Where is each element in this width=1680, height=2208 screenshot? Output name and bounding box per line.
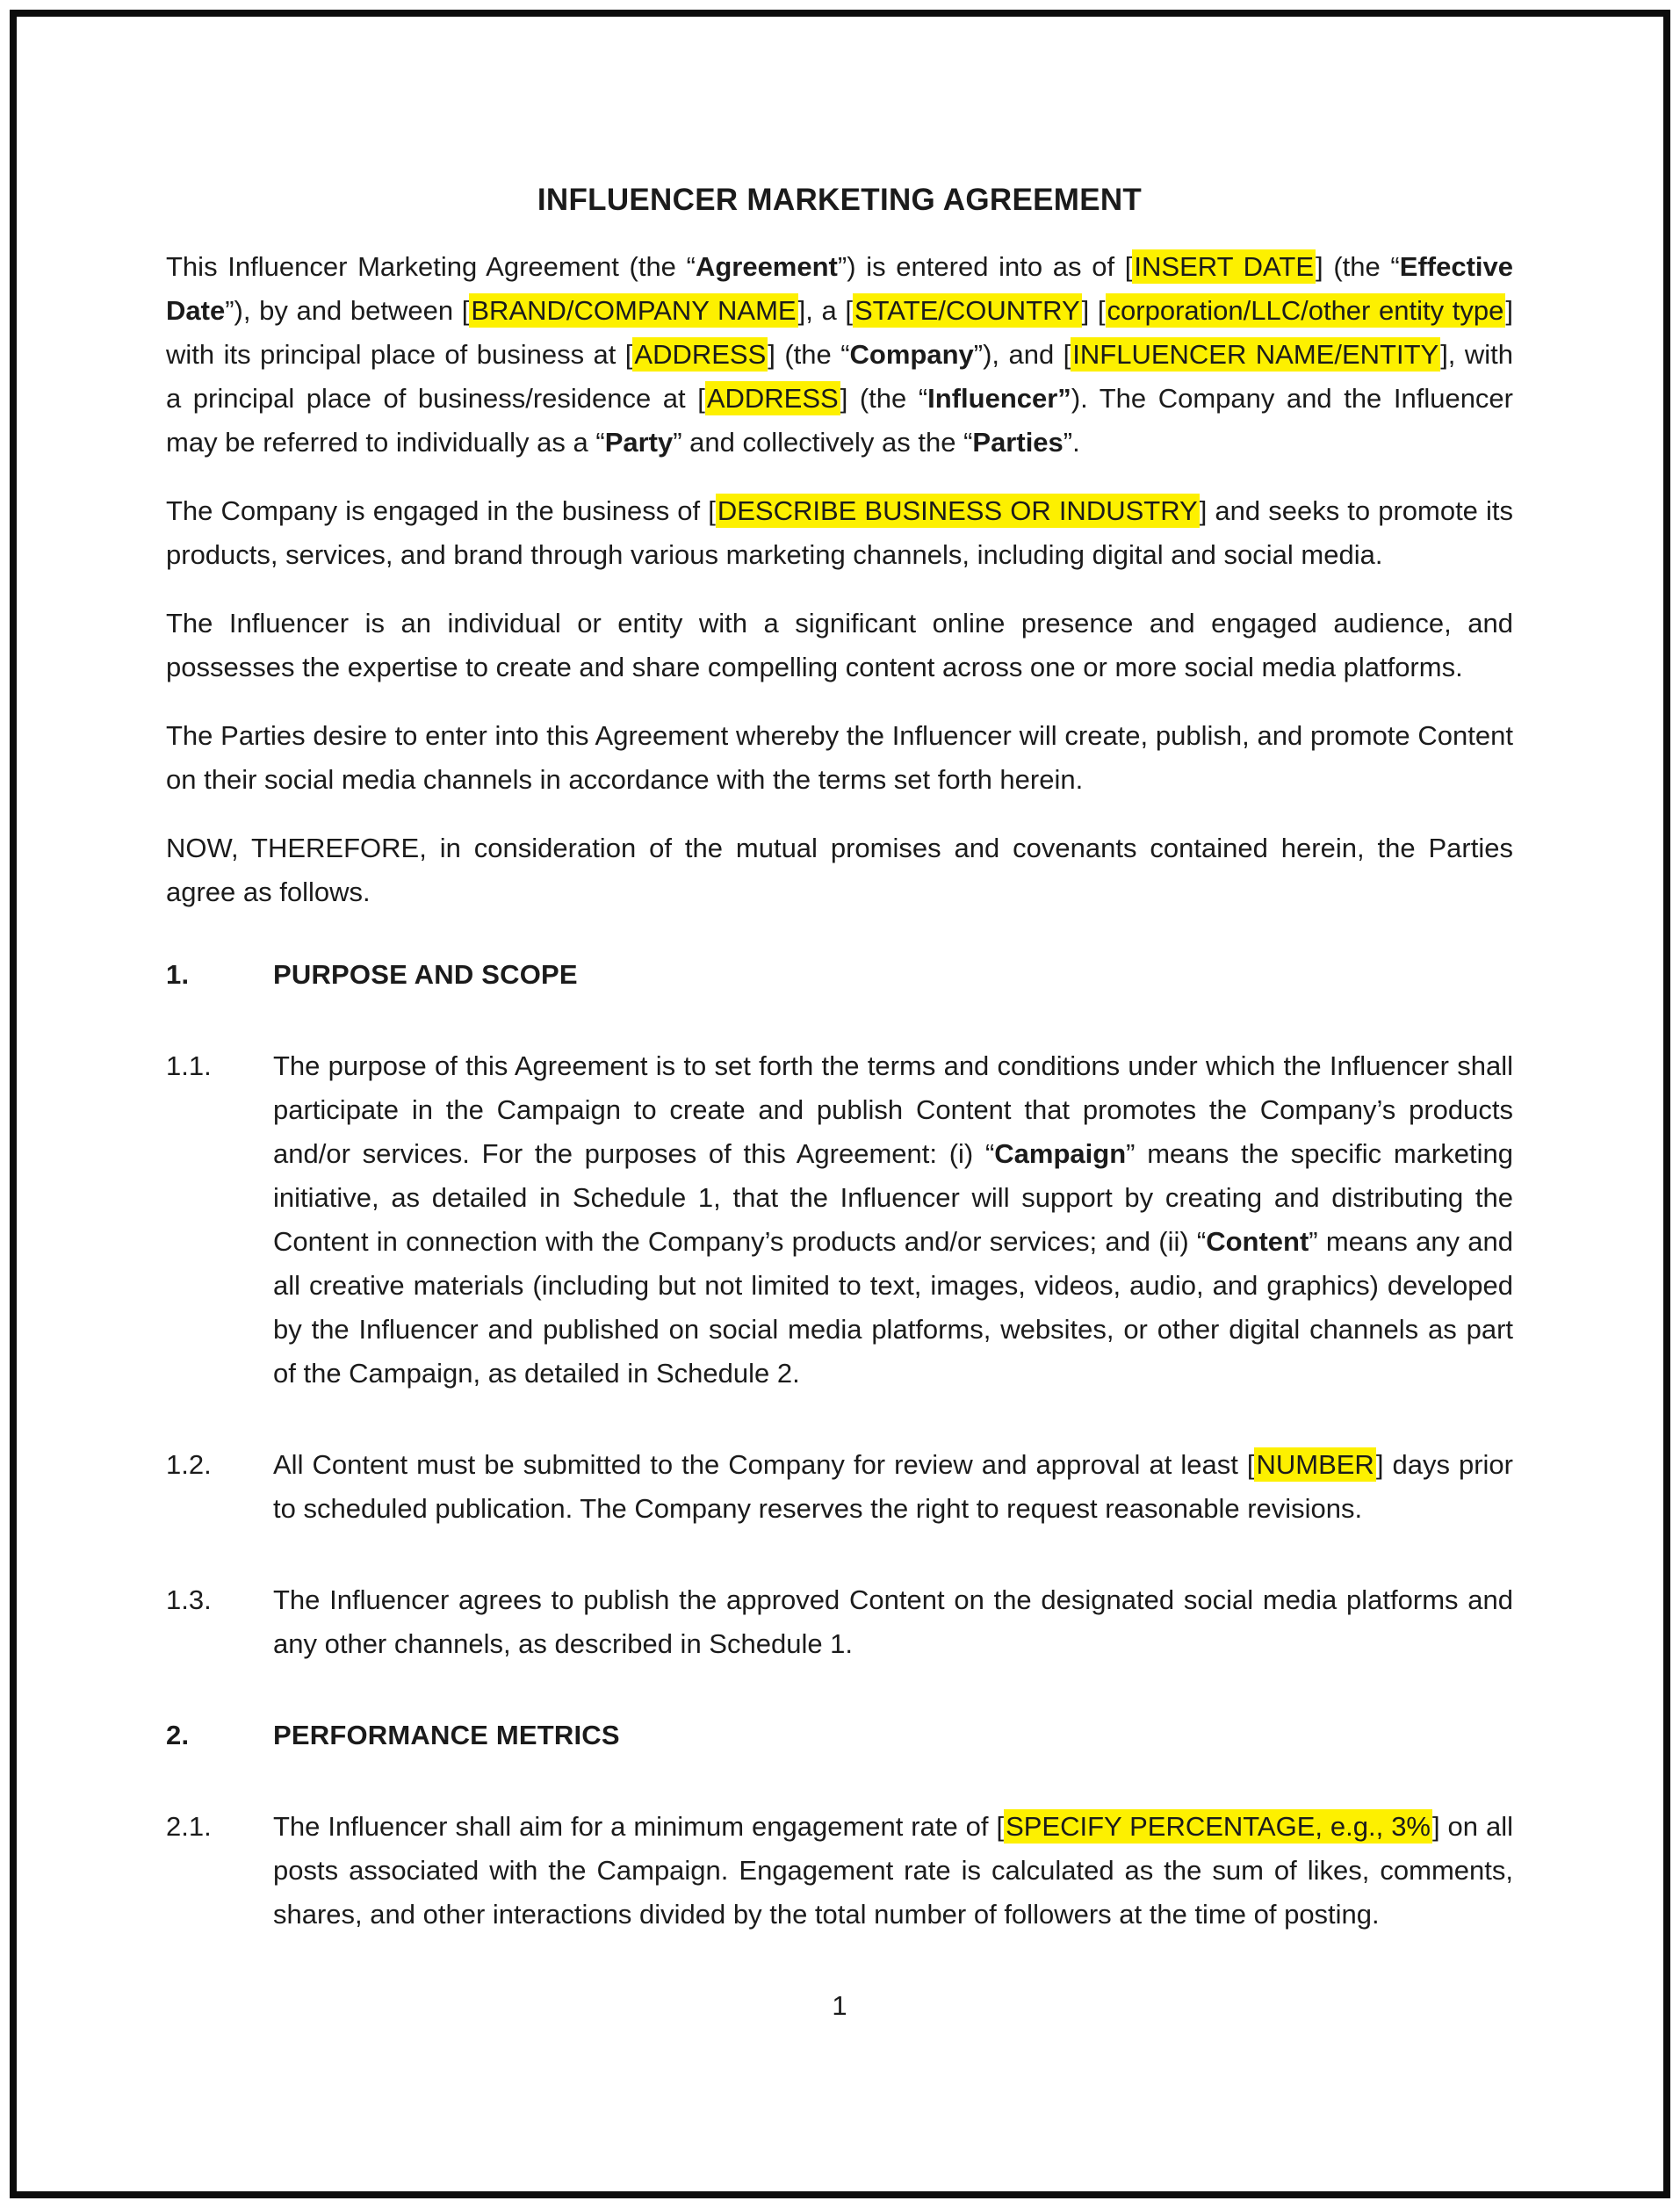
text-run: ” and collectively as the “ xyxy=(673,427,973,458)
text-run: ”. xyxy=(1063,427,1080,458)
parties-desire-recital xyxy=(166,714,1513,802)
highlighted-placeholder: ADDRESS xyxy=(706,383,839,414)
text-run: This Influencer Marketing Agreement (the “ xyxy=(166,251,696,282)
text-run: ], with a principal place of business/residence at [ xyxy=(166,339,1513,414)
bold-term: Company xyxy=(849,339,974,370)
text-run: NOW, THEREFORE, in consideration of the mutual promises and covenants contained herein, the Parties agree as follows. xyxy=(166,833,1513,907)
clause-1-2 xyxy=(166,1443,1513,1531)
bold-term: Party xyxy=(604,427,674,458)
text-run: ] (the “ xyxy=(768,339,850,370)
text-run: The Parties desire to enter into this Agreement whereby the Influencer will create, publish, and promote Content on their social media channels in accordance with the terms set forth herein. xyxy=(166,720,1513,795)
bold-term: Parties xyxy=(972,427,1064,458)
text-run: ] on all posts associated with the Campaign. Engagement rate is calculated as the sum of likes, comments, shares, and other interactions divided by the total number of followers at the time of posting. xyxy=(273,1811,1513,1930)
highlighted-placeholder: INFLUENCER NAME/ENTITY xyxy=(1072,339,1439,370)
page-number: 1 xyxy=(832,1990,847,2021)
highlighted-placeholder: corporation/LLC/other entity type xyxy=(1107,295,1504,326)
text-run: ”), and [ xyxy=(973,339,1071,370)
text-run: ] [ xyxy=(1081,295,1106,326)
text-run: ” means the specific marketing initiative, as detailed in Schedule 1, that the Influencer will support by creating and distributing the Content in connection with the Company’s products and/or services; and (ii) “ xyxy=(273,1138,1513,1257)
text-run: All Content must be submitted to the Company for review and approval at least [ xyxy=(273,1449,1255,1480)
highlighted-placeholder: ADDRESS xyxy=(634,339,767,370)
section-1-heading-number: 1. xyxy=(166,959,190,990)
text-run: ” means any and all creative materials (including but not limited to text, images, videos, audio, and graphics) developed by the Influencer and published on social media platforms, websites, or other digital channels as part of the Campaign, as detailed in Schedule 2. xyxy=(273,1226,1513,1389)
clause-1-2-number: 1.2. xyxy=(166,1449,212,1480)
text-run: The purpose of this Agreement is to set forth the terms and conditions under which the Influencer shall participate in the Campaign to create and publish Content that promotes the Company’s products and/or services. For the purposes of this Agreement: (i) “ xyxy=(273,1050,1513,1169)
highlighted-placeholder: STATE/COUNTRY xyxy=(854,295,1080,326)
bold-term: Influencer” xyxy=(927,383,1071,414)
text-run: ] days prior to scheduled publication. The Company reserves the right to request reasonable revisions. xyxy=(273,1449,1513,1524)
clause-1-3 xyxy=(166,1578,1513,1666)
section-2-heading-number: 2. xyxy=(166,1720,190,1750)
text-run: ] and seeks to promote its products, services, and brand through various marketing channels, including digital and social media. xyxy=(166,495,1513,570)
highlighted-placeholder: DESCRIBE BUSINESS OR INDUSTRY xyxy=(717,495,1198,526)
text-run: The Influencer agrees to publish the approved Content on the designated social media platforms and any other channels, as described in Schedule 1. xyxy=(273,1584,1513,1659)
text-run: ] (the “ xyxy=(840,383,928,414)
influencer-recital xyxy=(166,602,1513,689)
document-title: INFLUENCER MARKETING AGREEMENT xyxy=(537,183,1143,217)
highlighted-placeholder: INSERT DATE xyxy=(1134,251,1315,282)
bold-term: Content xyxy=(1206,1226,1309,1257)
text-run: ] with its principal place of business at [ xyxy=(166,295,1513,370)
text-run: ”), by and between [ xyxy=(225,295,470,326)
document-body xyxy=(166,245,1513,1937)
clause-2-1 xyxy=(166,1805,1513,1937)
highlighted-placeholder: SPECIFY PERCENTAGE, e.g., 3% xyxy=(1006,1811,1431,1842)
text-run: ] (the “ xyxy=(1316,251,1400,282)
text-run: ”) is entered into as of [ xyxy=(837,251,1133,282)
clause-1-1 xyxy=(166,1044,1513,1396)
document-content xyxy=(166,0,1513,2028)
bold-term: Campaign xyxy=(994,1138,1127,1169)
bold-term: Agreement xyxy=(695,251,838,282)
clause-1-3-number: 1.3. xyxy=(166,1584,212,1615)
company-recital xyxy=(166,489,1513,577)
highlighted-placeholder: BRAND/COMPANY NAME xyxy=(471,295,797,326)
intro-paragraph xyxy=(166,245,1513,465)
text-run: The Influencer shall aim for a minimum engagement rate of [ xyxy=(273,1811,1005,1842)
text-run: The Influencer is an individual or entity with a significant online presence and engaged audience, and possesses the expertise to create and share compelling content across one or more social media platforms. xyxy=(166,608,1513,682)
bold-term: Effective Date xyxy=(166,251,1513,326)
now-therefore-clause xyxy=(166,826,1513,914)
section-2-heading-label: PERFORMANCE METRICS xyxy=(273,1720,620,1750)
text-run: ). The Company and the Influencer may be referred to individually as a “ xyxy=(166,383,1513,458)
text-run: The Company is engaged in the business of [ xyxy=(166,495,716,526)
section-1-heading xyxy=(166,953,1513,997)
text-run: ], a [ xyxy=(797,295,853,326)
clause-1-1-number: 1.1. xyxy=(166,1050,212,1081)
section-1-heading-label: PURPOSE AND SCOPE xyxy=(273,959,578,990)
clause-2-1-number: 2.1. xyxy=(166,1811,212,1842)
section-2-heading xyxy=(166,1714,1513,1757)
highlighted-placeholder: NUMBER xyxy=(1256,1449,1374,1480)
